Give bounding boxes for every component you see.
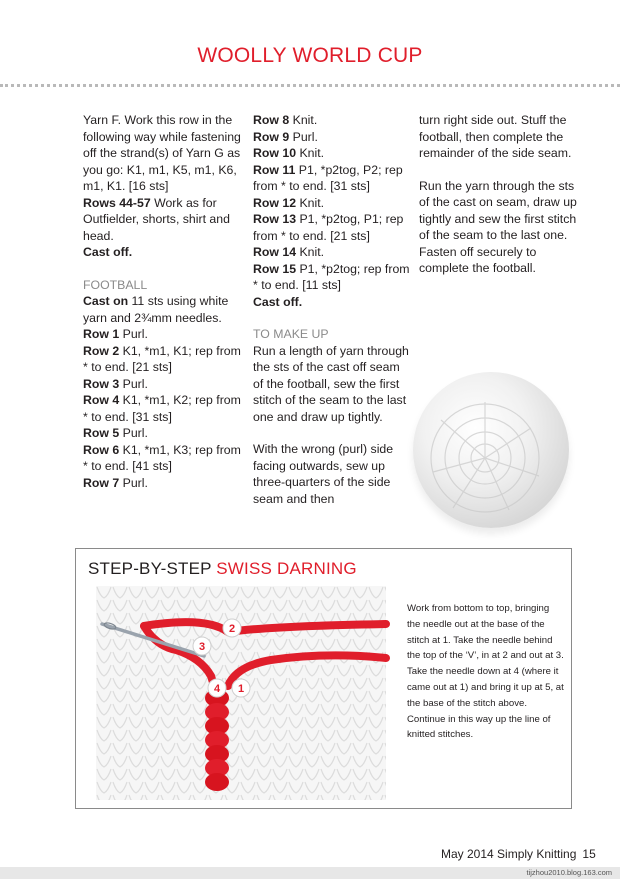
marker-3-label: 3 [198, 641, 206, 653]
rows-text: Work as for Outfielder, shorts, shirt and head. [83, 195, 230, 243]
darning-instructions: Work from bottom to top, bringing the needle out at the base of the stitch at 1. Take the needle behind the top of the ‘V’, in at 2 and out at 3. Take the needle down at 4 (where it came out at 1) and bring it up at 5, at the base of the stitch above. Continue in this way up the line of knitted stitches. [407, 603, 564, 741]
row-9 [253, 129, 413, 146]
make-up-heading: TO MAKE UP [253, 327, 329, 341]
row-4-text: K1, *m1, K2; rep from * to end. [31 sts] [83, 393, 241, 424]
cast-on-text: 11 sts using white yarn and 2¾mm needles. [83, 294, 229, 325]
column-1 [83, 112, 245, 491]
rows-label: Rows 44-57 [83, 195, 151, 210]
marker-1-label: 1 [237, 683, 245, 695]
marker-4-label: 4 [213, 683, 221, 695]
row-7-text: Purl. [119, 475, 148, 490]
row-3-label: Row 3 [83, 376, 120, 391]
column-3 [419, 112, 584, 277]
row-1-text: Purl. [119, 327, 148, 341]
make-up-paragraph-4: Run the yarn through the sts of the cast on seam, draw up tightly and sew the first stitch of the seam to the last one. Fasten off securely to complete the football. [419, 178, 577, 275]
page-footer [441, 847, 596, 861]
make-up-paragraph-3: turn right side out. Stuff the football, then complete the remainder of the side seam. [419, 113, 572, 160]
row-13-text: P1, *p2tog, P1; rep from * to end. [21 sts] [253, 212, 404, 243]
watermark-bar [0, 867, 620, 879]
darned-stitch-column [205, 689, 229, 791]
make-up-paragraph-1: Run a length of yarn through the sts of the cast off seam of the football, sew the first stitch of the seam to the last one and draw up tightly. [253, 343, 409, 424]
row-12-label: Row 12 [253, 195, 297, 210]
make-up-paragraph-2: With the wrong (purl) side facing outwards, sew up three-quarters of the side seam and then [253, 442, 394, 506]
panel-title-highlight: SWISS DARNING [216, 559, 357, 578]
marker-2-label: 2 [228, 623, 236, 635]
column-2 [253, 112, 413, 507]
row-6-label: Row 6 [83, 442, 120, 457]
cast-off-text-2: Cast off. [253, 294, 303, 309]
row-14-label: Row 14 [253, 245, 297, 259]
row-12-text: Knit. [296, 195, 325, 210]
panel-title [88, 559, 357, 579]
row-3 [83, 376, 245, 393]
row-15-label: Row 15 [253, 261, 297, 276]
row-15-text: P1, *p2tog; rep from * to end. [11 sts] [253, 261, 410, 292]
row-9-label: Row 9 [253, 129, 290, 144]
knitted-football-image [413, 372, 569, 528]
row-4 [83, 392, 245, 425]
row-15 [253, 261, 413, 294]
marker-2 [223, 619, 241, 637]
row-8-label: Row 8 [253, 113, 290, 127]
row-6-text: K1, *m1, K3; rep from * to end. [41 sts] [83, 442, 241, 473]
marker-1 [232, 679, 250, 697]
row-4-label: Row 4 [83, 393, 120, 407]
row-11-text: P1, *p2tog, P2; rep from * to end. [31 sts] [253, 162, 403, 193]
marker-3 [193, 637, 211, 655]
intro-text: Yarn F. Work this row in the following way while fastening off the strand(s) of Yarn G as you go: K1, m1, K5, m1, K6, m1, K1. [16 sts] [83, 113, 241, 193]
row-6 [83, 442, 245, 475]
row-1-label: Row 1 [83, 327, 120, 341]
row-12 [253, 195, 413, 212]
cast-on-instruction [83, 293, 245, 326]
cast-off-text: Cast off. [83, 245, 133, 259]
page-title: WOOLLY WORLD CUP [197, 44, 423, 67]
swiss-darning-panel [75, 548, 572, 809]
row-3-text: Purl. [119, 376, 148, 391]
row-7 [83, 475, 245, 492]
rows-44-57 [83, 195, 245, 245]
page-number: 15 [582, 847, 596, 861]
row-2-label: Row 2 [83, 343, 120, 358]
watermark-text: tijzhou2010.blog.163.com [526, 868, 612, 877]
dotted-divider [0, 84, 620, 87]
row-11-label: Row 11 [253, 162, 296, 177]
row-8-text: Knit. [289, 113, 318, 127]
row-10 [253, 145, 413, 162]
row-14-text: Knit. [296, 245, 325, 259]
footer-issue: May 2014 Simply Knitting [441, 847, 577, 861]
row-13-label: Row 13 [253, 212, 297, 226]
row-5 [83, 425, 245, 442]
row-13 [253, 211, 413, 244]
football-heading: FOOTBALL [83, 277, 148, 292]
row-7-label: Row 7 [83, 475, 120, 490]
swiss-darning-illustration [96, 586, 396, 800]
row-9-text: Purl. [289, 129, 318, 144]
row-2-text: K1, *m1, K1; rep from * to end. [21 sts] [83, 343, 241, 374]
row-10-label: Row 10 [253, 146, 297, 160]
row-8 [253, 112, 413, 129]
cast-on-label: Cast on [83, 294, 129, 308]
row-2 [83, 343, 245, 376]
football-stitch-texture [413, 372, 569, 528]
row-11 [253, 162, 413, 195]
row-5-label: Row 5 [83, 426, 120, 440]
panel-title-prefix: STEP-BY-STEP [88, 559, 217, 578]
row-1 [83, 326, 245, 343]
marker-4 [208, 679, 226, 697]
row-5-text: Purl. [119, 426, 148, 440]
row-10-text: Knit. [296, 146, 325, 160]
row-14 [253, 244, 413, 261]
